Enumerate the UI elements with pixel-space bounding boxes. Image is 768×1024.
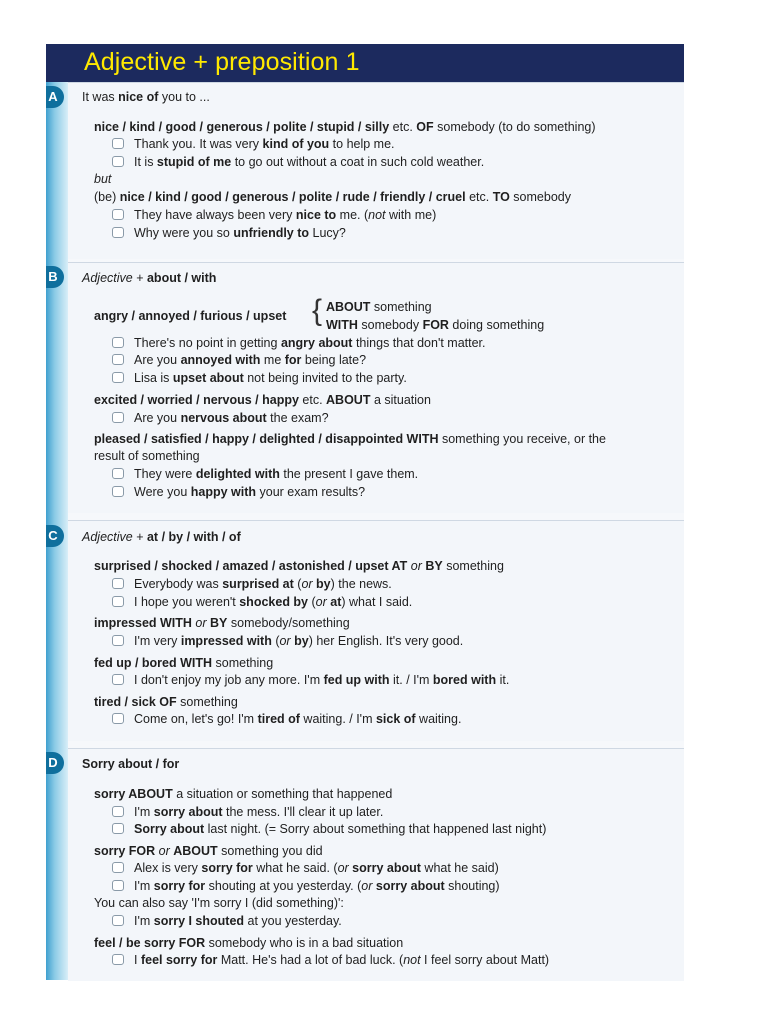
section-letter-d: D xyxy=(48,755,58,770)
example: They were delighted with the present I gave them. xyxy=(112,466,418,482)
section-a xyxy=(68,82,684,259)
checkbox-icon xyxy=(112,372,124,383)
example: There's no point in getting angry about things that don't matter. xyxy=(112,335,486,351)
section-letter-b: B xyxy=(48,269,58,284)
section-b-rule-1-bottom: WITH somebody FOR doing something xyxy=(326,318,545,332)
checkbox-icon xyxy=(112,156,124,167)
section-a-rule-1: nice / kind / good / generous / polite / stupid / silly etc. OF somebody (to do something) xyxy=(94,120,596,134)
checkbox-icon xyxy=(112,806,124,817)
section-c-rule-2: impressed WITH or BY somebody/something xyxy=(94,616,350,630)
checkbox-icon xyxy=(112,596,124,607)
example: I don't enjoy my job any more. I'm fed up with it. / I'm bored with it. xyxy=(112,672,509,688)
section-d-rule-3: feel / be sorry FOR somebody who is in a bad situation xyxy=(94,936,404,950)
section-b-rule-1-left: angry / annoyed / furious / upset xyxy=(94,309,287,323)
section-d-rule-1: sorry ABOUT a situation or something that happened xyxy=(94,787,393,801)
example: Alex is very sorry for what he said. (or sorry about what he said) xyxy=(112,860,499,876)
checkbox-icon xyxy=(112,823,124,834)
section-b-rule-3: pleased / satisfied / happy / delighted / disappointed WITH something you receive, or the xyxy=(94,432,606,446)
checkbox-icon xyxy=(112,954,124,965)
checkbox-icon xyxy=(112,412,124,423)
section-a-rule-2: (be) nice / kind / good / generous / polite / rude / friendly / cruel etc. TO somebody xyxy=(94,190,571,204)
checkbox-icon xyxy=(112,337,124,348)
section-c-rule-1: surprised / shocked / amazed / astonished / upset AT or BY something xyxy=(94,559,504,573)
section-d-rule-2: sorry FOR or ABOUT something you did xyxy=(94,844,323,858)
section-c-heading: Adjective + at / by / with / of xyxy=(82,530,241,544)
example: It is stupid of me to go out without a coat in such cold weather. xyxy=(112,154,484,170)
example: Sorry about last night. (= Sorry about something that happened last night) xyxy=(112,821,546,837)
checkbox-icon xyxy=(112,138,124,149)
example: I'm very impressed with (or by) her English. It's very good. xyxy=(112,633,463,649)
example: Come on, let's go! I'm tired of waiting. / I'm sick of waiting. xyxy=(112,711,461,727)
checkbox-icon xyxy=(112,486,124,497)
example: I'm sorry about the mess. I'll clear it up later. xyxy=(112,804,383,820)
checkbox-icon xyxy=(112,578,124,589)
example: I feel sorry for Matt. He's had a lot of bad luck. (not I feel sorry about Matt) xyxy=(112,952,549,968)
example: Everybody was surprised at (or by) the news. xyxy=(112,576,392,592)
section-d xyxy=(68,748,684,981)
example: I hope you weren't shocked by (or at) what I said. xyxy=(112,594,412,610)
checkbox-icon xyxy=(112,862,124,873)
section-b-rule-1-top: ABOUT something xyxy=(326,300,432,314)
checkbox-icon xyxy=(112,635,124,646)
but-label: but xyxy=(94,172,112,186)
checkbox-icon xyxy=(112,354,124,365)
example: Were you happy with your exam results? xyxy=(112,484,365,500)
left-edge-bar xyxy=(46,44,68,980)
section-d-heading: Sorry about / for xyxy=(82,757,180,771)
section-a-heading: It was nice of you to ... xyxy=(82,90,210,104)
example: Are you annoyed with me for being late? xyxy=(112,352,366,368)
checkbox-icon xyxy=(112,227,124,238)
section-b-rule-2: excited / worried / nervous / happy etc. ABOUT a situation xyxy=(94,393,431,407)
section-letter-a: A xyxy=(48,89,58,104)
example: Lisa is upset about not being invited to the party. xyxy=(112,370,407,386)
checkbox-icon xyxy=(112,468,124,479)
checkbox-icon xyxy=(112,674,124,685)
brace: { xyxy=(312,294,323,327)
checkbox-icon xyxy=(112,880,124,891)
example: I'm sorry I shouted at you yesterday. xyxy=(112,913,342,929)
section-c xyxy=(68,520,684,741)
section-letter-c: C xyxy=(48,528,58,543)
example: I'm sorry for shouting at you yesterday. (or sorry about shouting) xyxy=(112,878,500,894)
example: Are you nervous about the exam? xyxy=(112,410,329,426)
section-b xyxy=(68,262,684,513)
example: They have always been very nice to me. (not with me) xyxy=(112,207,436,223)
page-title: Adjective + preposition 1 xyxy=(84,48,360,76)
section-b-heading: Adjective + about / with xyxy=(82,271,217,285)
section-c-rule-4: tired / sick OF something xyxy=(94,695,238,709)
example: Why were you so unfriendly to Lucy? xyxy=(112,225,346,241)
example: Thank you. It was very kind of you to help me. xyxy=(112,136,395,152)
section-c-rule-3: fed up / bored WITH something xyxy=(94,656,274,670)
checkbox-icon xyxy=(112,713,124,724)
checkbox-icon xyxy=(112,915,124,926)
section-b-rule-3-cont: result of something xyxy=(94,449,200,463)
section-d-note: You can also say 'I'm sorry I (did something)': xyxy=(94,896,344,910)
checkbox-icon xyxy=(112,209,124,220)
